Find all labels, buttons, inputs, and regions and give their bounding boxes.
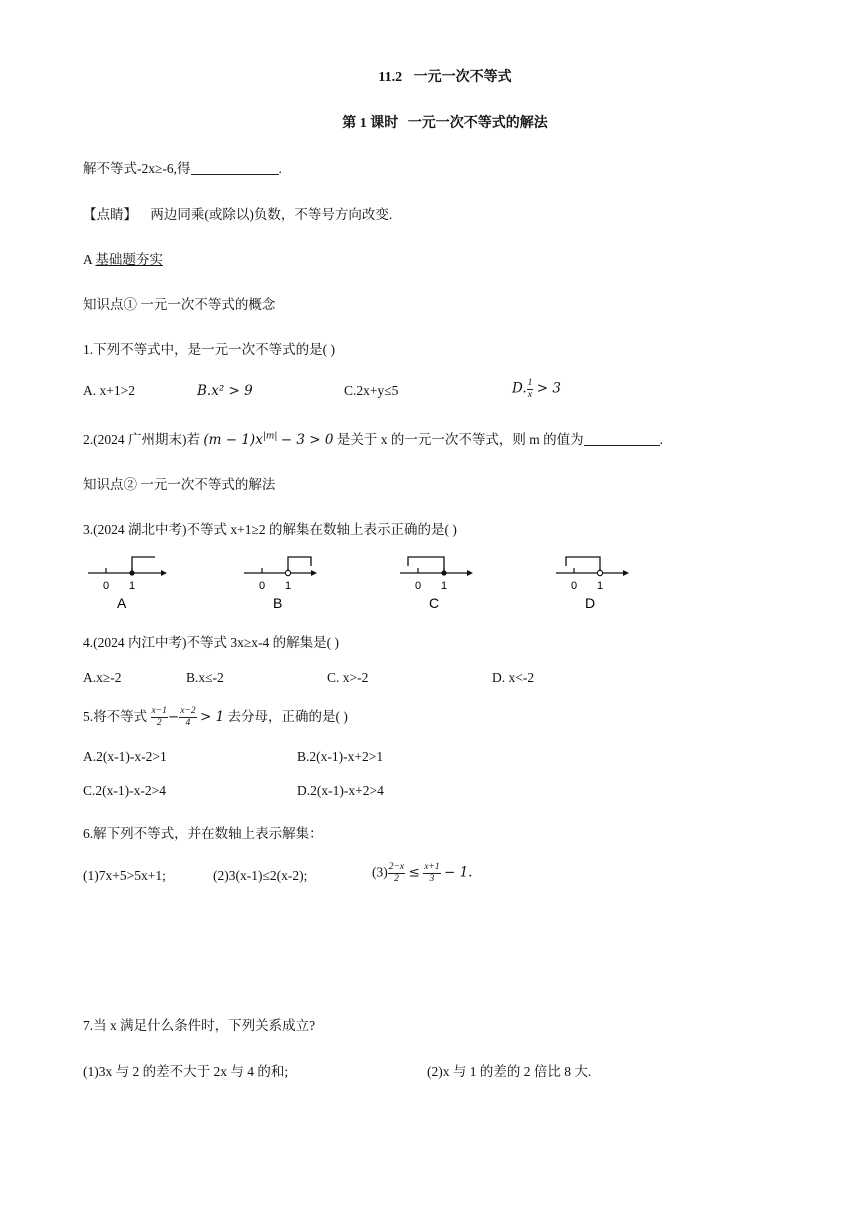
q4-option-d[interactable]: D. x<-2 [492,670,535,685]
q5-fraction-1 [151,706,168,729]
q6-le-sign: ≤ [408,864,420,881]
q7-stem: 7.当 x 满足什么条件时，下列关系成立? [83,1018,316,1033]
arrow-icon [467,570,473,576]
q2-pre: 2.(2024 广州期末)若 [83,432,200,447]
tick-label-0: 0 [103,580,110,592]
q6-part-3 [372,862,472,885]
section-a-title: 基础题夯实 [95,252,163,267]
fraction-numerator: 1 [527,378,533,388]
q6-part-3-tail: − 1. [443,864,473,881]
tick-label-1: 1 [597,580,604,592]
intro-question-end: . [278,161,282,176]
q3-stem: 3.(2024 湖北中考)不等式 x+1≥2 的解集在数轴上表示正确的是( ) [83,522,457,537]
q1-option-c[interactable]: C.2x+y≤5 [344,383,399,398]
hollow-point [597,570,602,575]
fraction-numerator: x−2 [180,706,196,717]
q4-option-a[interactable]: A.x≥-2 [83,670,122,685]
q1-option-b-math: x² > 9 [211,383,253,399]
q6-fraction-2 [423,862,440,885]
arrow-icon [623,570,629,576]
solution-bracket [288,557,311,570]
q5-stem [83,705,348,729]
fraction-numerator: 2−x [388,862,405,872]
q6-part-2: (2)3(x-1)≤2(x-2); [213,868,308,883]
q7-part-1: (1)3x 与 2 的差不大于 2x 与 4 的和; [83,1064,289,1079]
q1-option-d-letter: D. [512,380,527,397]
section-name: 一元一次不等式 [413,70,512,85]
filled-point [441,570,446,575]
option-letter: B [273,595,283,611]
q6-fraction-1 [388,862,405,885]
fraction-denominator: 2 [394,874,399,884]
tip-text: 两边同乘(或除以)负数，不等号方向改变. [150,207,393,222]
q3-option-d[interactable] [556,557,629,611]
arrow-icon [161,570,167,576]
q1-option-d-tail: > 3 [536,380,561,397]
solution-bracket [408,557,444,573]
tick-label-1: 1 [129,580,136,592]
q5-option-b[interactable]: B.2(x-1)-x+2>1 [297,749,384,764]
hollow-point [285,570,290,575]
q5-option-d[interactable]: D.2(x-1)-x+2>4 [297,783,384,798]
intro-question-text: 解不等式-2x≥-6,得 [83,161,191,176]
knowledge-point-2: 知识点② 一元一次不等式的解法 [83,477,276,492]
section-a-prefix: A [83,252,93,267]
option-letter: D [585,595,596,611]
q2-post: 是关于 x 的一元一次不等式，则 m 的值为 [336,432,584,447]
q6-stem: 6.解下列不等式，并在数轴上表示解集： [83,826,323,841]
q3-option-a[interactable] [88,557,167,611]
fraction-denominator: x [527,390,533,400]
q5-pre: 5.将不等式 [83,709,148,724]
filled-point [129,570,134,575]
q5-tail: > 1 [199,709,225,725]
q2-math-tail: − 3 > 0 [280,432,334,448]
option-letter: A [117,595,127,611]
solution-bracket [566,557,600,570]
q6-part-1: (1)7x+5>5x+1; [83,868,166,883]
fraction-denominator: 3 [429,874,435,884]
fraction-numerator: x−1 [151,706,167,717]
lesson-number: 第 1 课时 [342,116,399,131]
knowledge-point-1: 知识点① 一元一次不等式的概念 [83,297,276,312]
arrow-icon [311,570,317,576]
tick-label-0: 0 [571,580,578,592]
fraction-denominator: 2 [156,718,162,729]
option-letter: C [429,595,440,611]
tick-label-0: 0 [415,580,422,592]
q7-part-2: (2)x 与 1 的差的 2 倍比 8 大. [427,1064,592,1079]
q5-post: 去分母，正确的是( ) [227,709,348,724]
q3-option-b[interactable] [244,557,317,611]
q2-exponent: |m| [262,431,278,442]
lesson-name: 一元一次不等式的解法 [407,116,548,131]
q5-minus: − [167,709,180,725]
q2-math: (m − 1)x [203,432,263,448]
q1-option-b-letter: B. [197,383,212,399]
tick-label-1: 1 [285,580,292,592]
q1-option-a[interactable]: A. x+1>2 [83,383,135,398]
fraction-denominator: 4 [185,718,191,729]
q4-option-c[interactable]: C. x>-2 [327,670,369,685]
q2-end: . [659,432,663,447]
tick-label-1: 1 [441,580,448,592]
tip-label: 【点睛】 [83,207,137,222]
section-number: 11.2 [378,70,403,85]
q3-option-c[interactable] [400,557,473,611]
q5-option-a[interactable]: A.2(x-1)-x-2>1 [83,749,167,764]
q5-option-c[interactable]: C.2(x-1)-x-2>4 [83,783,166,798]
solution-bracket [132,557,155,573]
q4-option-b[interactable]: B.x≤-2 [186,670,224,685]
fraction-numerator: x+1 [424,862,440,872]
q5-fraction-2 [179,706,196,729]
tick-label-0: 0 [259,580,266,592]
q4-stem: 4.(2024 内江中考)不等式 3x≥x-4 的解集是( ) [83,635,340,650]
q1-stem: 1.下列不等式中，是一元一次不等式的是( ) [83,342,335,357]
q6-part-3-label: (3) [372,864,388,880]
